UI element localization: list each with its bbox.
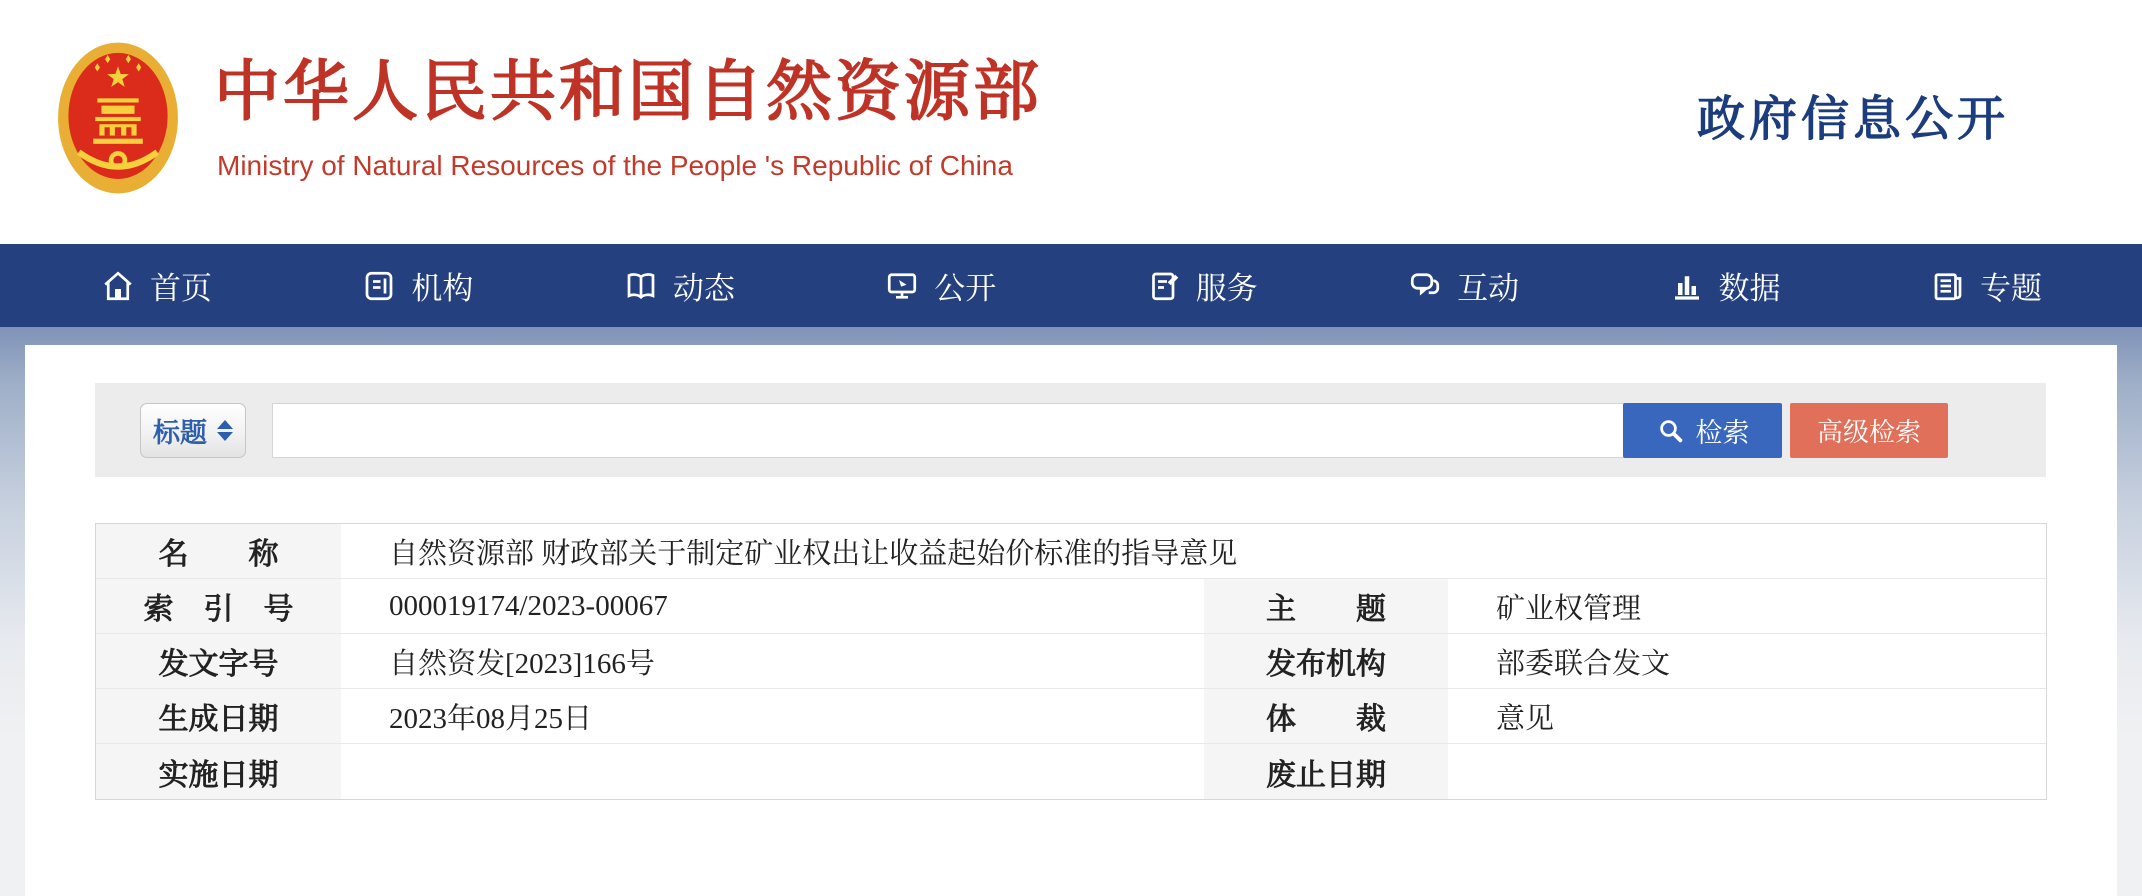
nav-label: 专题 <box>1979 271 2042 306</box>
issuing-agency-label: 发布机构 <box>1204 634 1448 688</box>
search-button-label: 检索 <box>1695 418 1750 448</box>
newspaper-icon <box>1930 268 1966 304</box>
repeal-date-value <box>1448 744 2046 799</box>
doc-number-label: 发文字号 <box>96 634 341 688</box>
advanced-search-button-label: 高级检索 <box>1816 417 1921 447</box>
table-row-name <box>96 524 2046 579</box>
sort-arrows-icon <box>217 420 233 441</box>
nav-item-news[interactable] <box>623 263 735 308</box>
table-row-dates <box>96 689 2046 744</box>
home-icon <box>100 268 136 304</box>
generation-date-value: 2023年08月25日 <box>389 702 593 735</box>
content-panel <box>25 345 2117 896</box>
nav-item-interaction[interactable] <box>1407 263 1519 308</box>
site-header <box>0 0 2142 244</box>
bar-chart-icon <box>1669 268 1705 304</box>
organization-icon <box>361 268 397 304</box>
name-label: 名 称 <box>96 524 341 578</box>
main-nav <box>0 244 2142 327</box>
nav-label: 公开 <box>934 271 997 306</box>
search-field-selector[interactable] <box>140 403 246 458</box>
news-book-icon <box>623 268 659 304</box>
issuing-agency-value: 部委联合发文 <box>1496 647 1671 680</box>
subject-value: 矿业权管理 <box>1496 592 1642 625</box>
nav-label: 互动 <box>1457 271 1520 306</box>
index-number-label: 索 引 号 <box>96 579 341 633</box>
nav-label: 数据 <box>1718 271 1781 306</box>
nav-item-disclosure[interactable] <box>884 263 996 308</box>
nav-item-home[interactable] <box>100 263 212 308</box>
implementation-date-value <box>341 744 1204 799</box>
monitor-icon <box>884 268 920 304</box>
generation-date-label: 生成日期 <box>96 689 341 743</box>
nav-item-organization[interactable] <box>361 263 473 308</box>
gov-info-disclosure-title: 政府信息公开 <box>1697 93 2010 146</box>
national-emblem-icon <box>56 38 180 198</box>
search-field-selector-value: 标题 <box>153 418 207 448</box>
nav-item-topics[interactable] <box>1930 263 2042 308</box>
search-icon <box>1656 416 1686 446</box>
advanced-search-button[interactable] <box>1790 403 1948 458</box>
nav-item-data[interactable] <box>1669 263 1781 308</box>
doc-number-value: 自然资发[2023]166号 <box>389 647 655 680</box>
subject-label: 主 题 <box>1204 579 1448 633</box>
nav-item-service[interactable] <box>1146 263 1258 308</box>
search-bar <box>95 383 2046 477</box>
nav-label: 首页 <box>150 271 212 306</box>
genre-value: 意见 <box>1496 702 1555 735</box>
implementation-date-label: 实施日期 <box>96 744 341 799</box>
nav-label: 服务 <box>1195 271 1258 306</box>
document-info-table <box>95 523 2047 800</box>
search-input[interactable] <box>272 403 1682 458</box>
table-row-index <box>96 579 2046 634</box>
table-row-docnumber <box>96 634 2046 689</box>
ministry-title-en: Ministry of Natural Resources of the People 's Republic of China <box>217 150 1013 181</box>
name-value: 自然资源部 财政部关于制定矿业权出让收益起始价标准的指导意见 <box>389 537 1238 570</box>
repeal-date-label: 废止日期 <box>1204 744 1448 799</box>
nav-label: 动态 <box>672 271 735 306</box>
chat-bubbles-icon <box>1407 268 1443 304</box>
ministry-title-cn: 中华人民共和国自然资源部 <box>214 54 1042 128</box>
service-edit-icon <box>1146 268 1182 304</box>
genre-label: 体 裁 <box>1204 689 1448 743</box>
table-row-validity <box>96 744 2046 799</box>
search-button[interactable] <box>1623 403 1782 458</box>
nav-label: 机构 <box>411 271 474 306</box>
index-number-value: 000019174/2023-00067 <box>389 589 668 622</box>
